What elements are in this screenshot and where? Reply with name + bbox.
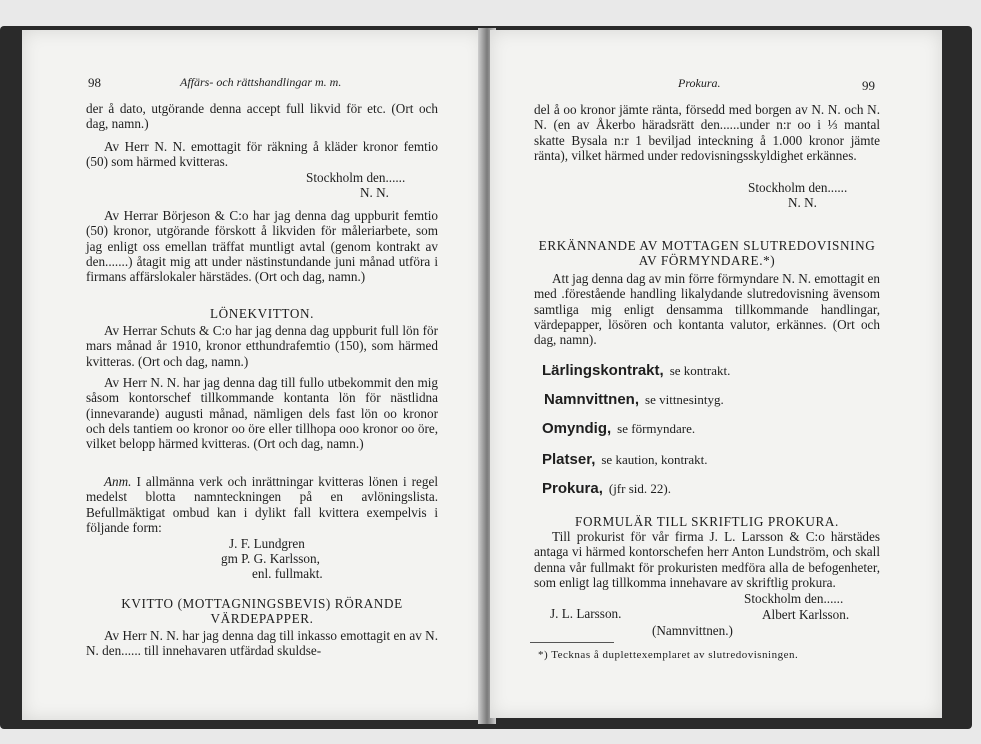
paragraph: Av Herrar Schuts & C:o har jag denna dag uppburit full lön för mars månad år 1910, kronor etthundrafemtio (150), som härmed kvitteras. (Ort och dag, namn.) — [86, 323, 438, 369]
signature-line: J. F. Lundgren — [229, 536, 305, 551]
cross-reference: Platser, se kaution, kontrakt. — [542, 451, 708, 468]
place-date: Stockholm den...... — [306, 170, 406, 185]
place-date: Stockholm den...... — [744, 591, 844, 606]
signature: J. L. Larsson. — [550, 606, 622, 621]
paragraph: Till prokurist för vår firma J. L. Larsson & C:o härstädes antaga vi härmed kontorschefen herr Anton Lundström, och skall denna vår fullmakt för prokuristen medföra alla de befogenheter, som enligt lag tillkomma innehavare av skriftlig prokura. — [534, 529, 880, 590]
signature-line: gm P. G. Karlsson, — [221, 551, 320, 566]
signature: N. N. — [788, 195, 817, 210]
cross-reference: Prokura, (jfr sid. 22). — [542, 480, 671, 497]
paragraph: Av Herr N. N. emottagit för räkning å kläder kronor femtio (50) som härmed kvitteras. — [86, 139, 438, 170]
signature: N. N. — [360, 185, 389, 200]
witness-label: (Namnvittnen.) — [652, 623, 733, 638]
section-heading: KVITTO (MOTTAGNINGSBEVIS) RÖRANDE VÄRDEPAPPER. — [121, 596, 403, 626]
cross-reference: Omyndig, se förmyndare. — [542, 420, 696, 437]
note-label: Anm. — [104, 474, 132, 489]
paragraph: Av Herr N. N. har jag denna dag till inkasso emottagit en av N. N. den...... till innehavaren utfärdad skuldse- — [86, 628, 438, 659]
paragraph: del å oo kronor jämte ränta, försedd med borgen av N. N. och N. N. (en av Åkerbo häradsrätt den......under n:r oo i ⅓ mantal skatte Bysala n:r 1 beviljad inteckning å 1.000 kronor jämte ränta), vilket härmed under redovisningsskyldighet erkännes. — [534, 102, 880, 163]
signature: Albert Karlsson. — [762, 607, 850, 622]
right-page — [490, 30, 942, 718]
page-number: 98 — [88, 75, 101, 90]
paragraph: Av Herr N. N. har jag denna dag till fullo utbekommit den mig såsom kontorschef tillkommande kontanta lön för nästlidna (innevarande) augusti månad, nämligen dels fast lön oo kronor och dels tantiem oo kronor oo öre eller tillhopa ooo kronor oo öre, vilket belopp härmed kvitteras. (Ort och dag, namn.) — [86, 375, 438, 452]
place-date: Stockholm den...... — [748, 180, 848, 195]
cross-reference: Lärlingskontrakt, se kontrakt. — [542, 362, 731, 379]
section-heading: ERKÄNNANDE AV MOTTAGEN SLUTREDOVISNING AV FÖRMYNDARE.*) — [538, 238, 876, 268]
signature-line: enl. fullmakt. — [252, 566, 323, 581]
paragraph: Att jag denna dag av min förre förmyndare N. N. emottagit en med .förestående handling likalydande slutredovisning ävensom samtliga mig enligt densamma tillkommande handlingar, värdepapper, lösören och kontanta valutor, erkännes. (Ort och dag, namn). — [534, 271, 880, 348]
note-paragraph: Anm. I allmänna verk och inrättningar kvitteras lönen i regel medelst blotta namnteckningen på en avlöningslista. Befullmäktigat ombud kan i dylikt fall kvittera exempelvis i följande form: — [86, 474, 439, 535]
running-head: Prokura. — [678, 76, 721, 90]
cross-reference: Namnvittnen, se vittnesintyg. — [544, 391, 724, 408]
section-heading: FORMULÄR TILL SKRIFTLIG PROKURA. — [575, 514, 839, 529]
paragraph: Av Herrar Börjeson & C:o har jag denna dag uppburit femtio (50) kronor, utgörande förskott å likviden för måleriarbete, som jag enligt oss emellan träffat muntligt avtal (genom kontrakt av den.......) åtagit mig att under nästinstundande juni månad utföra i firmans affärslokaler härstädes. (Ort och dag, namn.) — [86, 208, 438, 285]
section-heading: LÖNEKVITTON. — [209, 306, 314, 321]
running-head: Affärs- och rättshandlingar m. m. — [180, 75, 342, 89]
left-page — [22, 30, 484, 720]
footnote-rule — [530, 642, 614, 643]
paragraph: der å dato, utgörande denna accept full likvid för etc. (Ort och dag, namn.) — [86, 101, 438, 132]
page-number: 99 — [862, 78, 875, 93]
footnote: *) Tecknas å duplettexemplaret av slutredovisningen. — [538, 649, 799, 661]
